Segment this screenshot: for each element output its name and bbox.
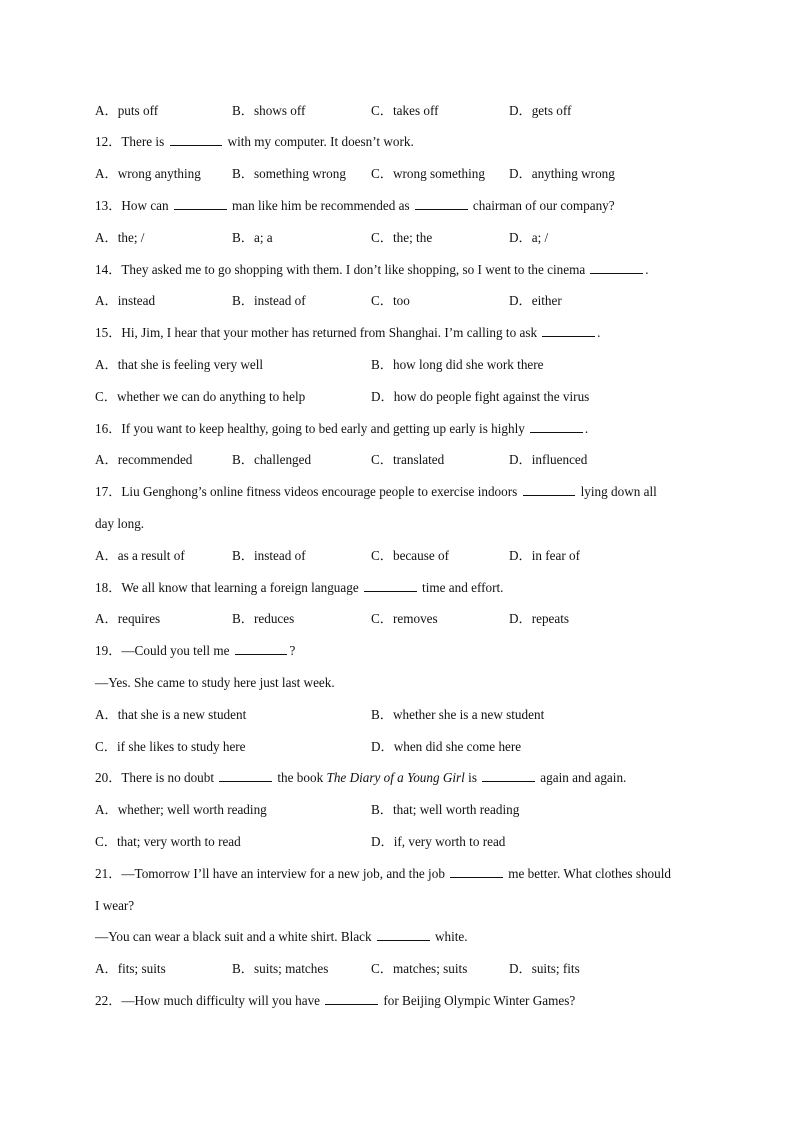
q19-reply: —Yes. She came to study here just last week.: [95, 675, 335, 690]
q18-stem: 18．We all know that learning a foreign language time and effort.: [95, 580, 504, 595]
q20-option-c: C．that; very worth to read: [95, 834, 241, 849]
q11-option-a: A．puts off: [95, 103, 159, 118]
q17-stem: 17．Liu Genghong’s online fitness videos encourage people to exercise indoors lying down all: [95, 484, 657, 499]
q20-option-a: A．whether; well worth reading: [95, 802, 267, 817]
q20-option-b: B．that; well worth reading: [371, 802, 520, 817]
answer-blank: [174, 198, 227, 210]
q14-option-c: C．too: [371, 293, 410, 308]
answer-blank: [170, 134, 223, 146]
q16-option-b: B．challenged: [232, 452, 312, 467]
q17-option-c: C．because of: [371, 548, 449, 563]
q21-option-a: A．fits; suits: [95, 961, 166, 976]
answer-blank: [523, 484, 576, 496]
q12-option-b: B．something wrong: [232, 166, 346, 181]
q15-option-d: D．how do people fight against the virus: [371, 389, 590, 404]
answer-blank: [542, 325, 595, 337]
q21-stem-cont: I wear?: [95, 898, 135, 913]
answer-blank: [590, 262, 643, 274]
q15-stem: 15．Hi, Jim, I hear that your mother has returned from Shanghai. I’m calling to ask .: [95, 325, 601, 340]
q17-option-b: B．instead of: [232, 548, 306, 563]
q18-option-a: A．requires: [95, 611, 161, 626]
q15-option-b: B．how long did she work there: [371, 357, 544, 372]
q12-option-c: C．wrong something: [371, 166, 485, 181]
q14-option-b: B．instead of: [232, 293, 306, 308]
q21-option-d: D．suits; fits: [509, 961, 580, 976]
answer-blank: [530, 421, 583, 433]
q17-option-a: A．as a result of: [95, 548, 185, 563]
answer-blank: [325, 993, 378, 1005]
q11-option-d: D．gets off: [509, 103, 572, 118]
q12-option-d: D．anything wrong: [509, 166, 615, 181]
q17-stem-cont: day long.: [95, 516, 145, 531]
answer-blank: [450, 866, 503, 878]
q15-option-c: C．whether we can do anything to help: [95, 389, 306, 404]
q19-option-b: B．whether she is a new student: [371, 707, 545, 722]
q12-stem: 12．There is with my computer. It doesn’t work.: [95, 134, 414, 149]
q21-option-b: B．suits; matches: [232, 961, 329, 976]
q22-stem: 22．—How much difficulty will you have for Beijing Olympic Winter Games?: [95, 993, 576, 1008]
q16-option-d: D．influenced: [509, 452, 588, 467]
q13-option-b: B．a; a: [232, 230, 273, 245]
q20-stem: 20．There is no doubt the book The Diary of a Young Girl is again and again.: [95, 770, 627, 785]
answer-blank: [219, 770, 272, 782]
answer-blank: [482, 770, 535, 782]
q21-reply: —You can wear a black suit and a white shirt. Black white.: [95, 929, 468, 944]
q13-option-d: D．a; /: [509, 230, 549, 245]
answer-blank: [364, 580, 417, 592]
q16-option-a: A．recommended: [95, 452, 193, 467]
q21-option-c: C．matches; suits: [371, 961, 468, 976]
q11-option-c: C．takes off: [371, 103, 439, 118]
q19-option-d: D．when did she come here: [371, 739, 522, 754]
q17-option-d: D．in fear of: [509, 548, 581, 563]
q13-option-a: A．the; /: [95, 230, 145, 245]
answer-blank: [415, 198, 468, 210]
q16-option-c: C．translated: [371, 452, 445, 467]
answer-blank: [235, 643, 288, 655]
q14-option-d: D．either: [509, 293, 562, 308]
book-title: The Diary of a Young Girl: [326, 770, 465, 785]
q18-option-d: D．repeats: [509, 611, 570, 626]
q14-stem: 14．They asked me to go shopping with them. I don’t like shopping, so I went to the cinema .: [95, 262, 649, 277]
q14-option-a: A．instead: [95, 293, 156, 308]
q19-option-a: A．that she is a new student: [95, 707, 247, 722]
q18-option-b: B．reduces: [232, 611, 295, 626]
q13-stem: 13．How can man like him be recommended as chairman of our company?: [95, 198, 615, 213]
q20-option-d: D．if, very worth to read: [371, 834, 506, 849]
q12-option-a: A．wrong anything: [95, 166, 201, 181]
q15-option-a: A．that she is feeling very well: [95, 357, 264, 372]
q16-stem: 16．If you want to keep healthy, going to bed early and getting up early is highly .: [95, 421, 589, 436]
q18-option-c: C．removes: [371, 611, 438, 626]
answer-blank: [377, 929, 430, 941]
q19-option-c: C．if she likes to study here: [95, 739, 246, 754]
q21-stem: 21．—Tomorrow I’ll have an interview for a new job, and the job me better. What clothes should: [95, 866, 671, 881]
q19-stem: 19．—Could you tell me ?: [95, 643, 296, 658]
q11-option-b: B．shows off: [232, 103, 306, 118]
q13-option-c: C．the; the: [371, 230, 433, 245]
